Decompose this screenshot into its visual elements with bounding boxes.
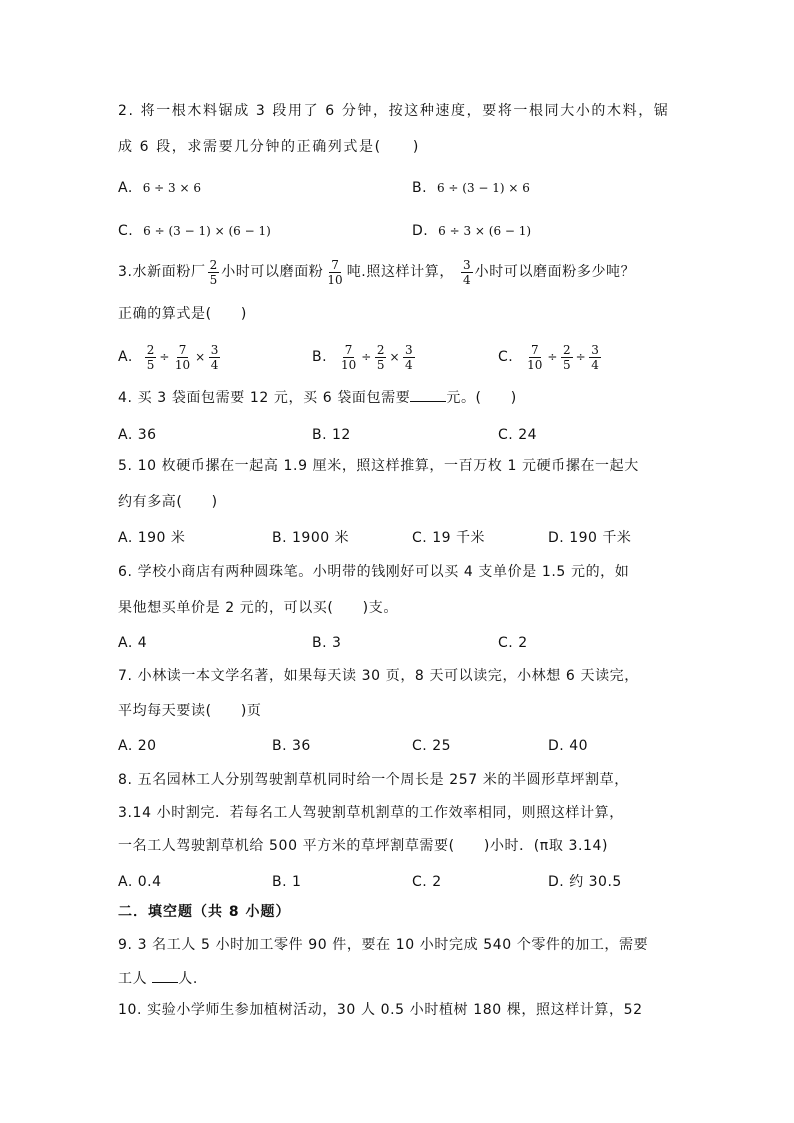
q5-option-d[interactable] [548, 528, 631, 548]
option-label: D. [548, 874, 565, 890]
option-label: B. [412, 180, 428, 196]
option-label: B. [272, 874, 288, 890]
q6-option-c[interactable] [498, 633, 528, 653]
option-label: C. [498, 635, 514, 651]
q3-option-a[interactable] [118, 340, 222, 374]
option-label: C. [498, 349, 514, 365]
fraction: $\frac{3}{4}$ [405, 342, 413, 372]
q4-option-c[interactable] [498, 425, 537, 445]
q8-option-b[interactable] [272, 872, 301, 892]
q4-text-2: 元。( ) [446, 390, 517, 406]
option-value: 2 [432, 874, 442, 890]
option-label: C. [412, 530, 428, 546]
q6-stem-line2: 果他想买单价是 2 元的，可以买( )支。 [118, 600, 398, 616]
fraction: $\frac{2}{5}$ [376, 342, 385, 372]
q8-stem-line2: 3.14 小时割完．若每名工人驾驶割草机割草的工作效率相同，则照这样计算， [118, 805, 624, 821]
q6-option-b[interactable] [312, 633, 341, 653]
option-label: B. [272, 738, 288, 754]
option-expression: 6 ÷ 3 × (6 − 1) [438, 224, 532, 238]
q8-stem-line1: 8. 五名园林工人分别驾驶割草机同时给一个周长是 257 米的半圆形草坪割草， [118, 772, 629, 788]
q5-stem-line2: 约有多高( ) [118, 494, 218, 510]
option-label: B. [312, 349, 328, 365]
q4-stem [118, 387, 517, 408]
option-label: A. [118, 427, 133, 443]
option-label: D. [412, 223, 429, 239]
q5-option-a[interactable] [118, 528, 185, 548]
option-label: B. [312, 635, 328, 651]
option-value: 4 [137, 635, 148, 651]
q7-stem-line2: 平均每天要读( )页 [118, 703, 262, 719]
option-expression: 6 ÷ 3 × 6 [142, 181, 201, 195]
option-label: A. [118, 874, 133, 890]
option-expression: 6 ÷ (3 − 1) × 6 [436, 181, 530, 195]
q4-text-1: 4. 买 3 袋面包需要 12 元，买 6 袋面包需要 [118, 390, 411, 406]
q3-fraction-7-10: $\frac{7}{10}$ [327, 257, 343, 287]
option-value: 19 千米 [432, 530, 485, 546]
fraction: $\frac{7}{10}$ [174, 342, 191, 372]
q7-option-b[interactable] [272, 736, 311, 756]
q5-stem-line1: 5. 10 枚硬币摞在一起高 1.9 厘米，照这样推算，一百万枚 1 元硬币摞在一起大 [118, 458, 639, 474]
answer-blank[interactable] [152, 968, 178, 983]
q8-option-a[interactable] [118, 872, 162, 892]
option-value: 24 [518, 427, 538, 443]
q6-option-a[interactable] [118, 633, 147, 653]
q9-text-a: 工人 [118, 971, 153, 987]
option-value: 190 米 [137, 530, 186, 546]
q3-option-b[interactable] [312, 340, 417, 374]
q2-option-b[interactable] [412, 178, 530, 198]
divide-sign: ÷ [547, 350, 558, 364]
option-label: C. [412, 874, 428, 890]
option-value: 12 [332, 427, 351, 443]
q9-stem-line2 [118, 968, 198, 989]
q3-fraction-2-5: $\frac{2}{5}$ [209, 257, 218, 287]
divide-sign: ÷ [361, 350, 372, 364]
q10-stem-line1: 10. 实验小学师生参加植树活动，30 人 0.5 小时植树 180 棵，照这样计算，52 [118, 1002, 643, 1018]
q5-option-c[interactable] [412, 528, 485, 548]
option-label: A. [118, 180, 133, 196]
q2-stem-line2: 成 6 段，求需要几分钟的正确列式是( ) [118, 139, 420, 155]
option-label: C. [498, 427, 514, 443]
q9-stem-line1: 9. 3 名工人 5 小时加工零件 90 件，要在 10 小时完成 540 个零件的加工，需要 [118, 937, 649, 953]
q9-text-b: 人. [178, 971, 198, 987]
option-label: A. [118, 530, 133, 546]
option-value: 1 [292, 874, 302, 890]
divide-sign: ÷ [159, 350, 170, 364]
q8-option-c[interactable] [412, 872, 442, 892]
q3-text-3: 吨.照这样计算， [346, 264, 454, 280]
q8-stem-line3: 一名工人驾驶割草机给 500 平方米的草坪割草需要( )小时．(π取 3.14) [118, 838, 609, 854]
q8-option-d[interactable] [548, 872, 622, 892]
q5-option-b[interactable] [272, 528, 349, 548]
q7-option-c[interactable] [412, 736, 451, 756]
section-heading-fill-in: 二．填空题（共 8 小题） [118, 904, 291, 920]
option-label: C. [118, 223, 134, 239]
fraction: $\frac{7}{10}$ [527, 342, 543, 372]
multiply-sign: × [389, 350, 401, 364]
q3-fraction-3-4: $\frac{3}{4}$ [463, 257, 471, 287]
fraction: $\frac{3}{4}$ [210, 342, 219, 372]
option-value: 190 千米 [569, 530, 632, 546]
q2-option-d[interactable] [412, 221, 531, 241]
option-expression: 6 ÷ (3 − 1) × (6 − 1) [143, 224, 271, 238]
option-value: 0.4 [137, 874, 162, 890]
option-label: C. [412, 738, 428, 754]
option-label: B. [272, 530, 288, 546]
fraction: $\frac{7}{10}$ [340, 342, 357, 372]
option-label: B. [312, 427, 328, 443]
q4-option-b[interactable] [312, 425, 351, 445]
fraction: $\frac{2}{5}$ [562, 342, 571, 372]
q3-stem-line1 [118, 254, 635, 290]
option-value: 20 [137, 738, 157, 754]
option-value: 25 [432, 738, 452, 754]
q3-text-4: 小时可以磨面粉多少吨？ [474, 264, 636, 280]
q3-stem-line2: 正确的算式是( ) [118, 306, 247, 322]
q3-text-2: 小时可以磨面粉 [221, 264, 324, 280]
option-value: 40 [569, 738, 589, 754]
multiply-sign: × [195, 350, 206, 364]
option-value: 2 [518, 635, 528, 651]
q3-option-c[interactable] [498, 340, 603, 374]
option-value: 36 [137, 427, 157, 443]
option-value: 约 30.5 [569, 874, 622, 890]
option-label: A. [118, 635, 133, 651]
q2-stem-line1: 2. 将一根木料锯成 3 段用了 6 分钟，按这种速度，要将一根同大小的木料，锯 [118, 103, 670, 119]
option-label: D. [548, 738, 565, 754]
option-label: A. [118, 349, 133, 365]
fraction: $\frac{2}{5}$ [146, 342, 155, 372]
option-value: 3 [332, 635, 342, 651]
option-label: A. [118, 738, 133, 754]
divide-sign: ÷ [575, 350, 587, 364]
option-value: 1900 米 [292, 530, 350, 546]
answer-blank[interactable] [410, 387, 446, 402]
option-value: 36 [292, 738, 311, 754]
fraction: $\frac{3}{4}$ [591, 342, 599, 372]
q4-option-a[interactable] [118, 425, 157, 445]
q7-stem-line1: 7. 小林读一本文学名著，如果每天读 30 页，8 天可以读完，小林想 6 天读完， [118, 668, 639, 684]
q7-option-a[interactable] [118, 736, 157, 756]
q7-option-d[interactable] [548, 736, 588, 756]
q6-stem-line1: 6. 学校小商店有两种圆珠笔。小明带的钱刚好可以买 4 支单价是 1.5 元的，如 [118, 564, 630, 580]
q3-text-1: 3.水新面粉厂 [118, 264, 206, 280]
option-label: D. [548, 530, 565, 546]
q2-option-c[interactable] [118, 221, 271, 241]
q2-option-a[interactable] [118, 178, 201, 198]
